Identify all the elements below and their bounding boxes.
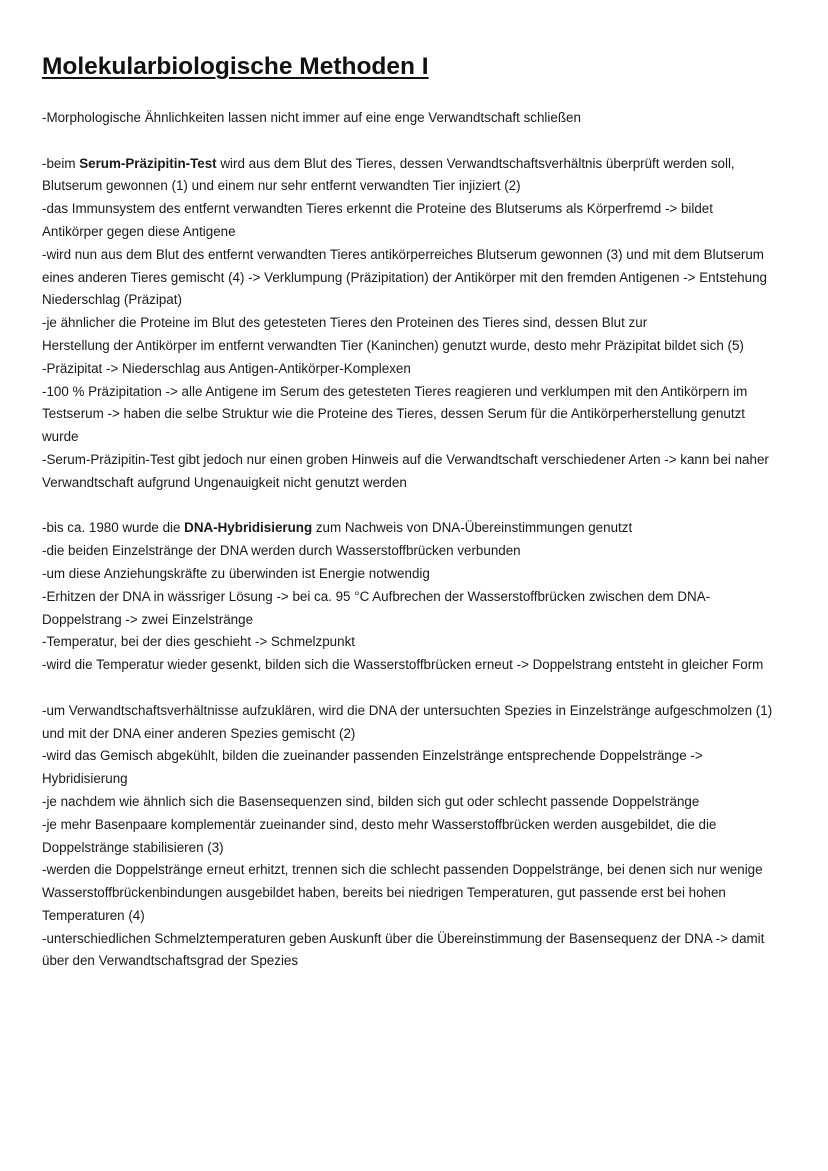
text-line: Verwandtschaft aufgrund Ungenauigkeit nicht genutzt werden (42, 474, 407, 490)
page-title: Molekularbiologische Methoden I (42, 53, 429, 80)
text-line: -Präzipitat -> Niederschlag aus Antigen-Antikörper-Komplexen (42, 360, 411, 376)
text-line: -Erhitzen der DNA in wässriger Lösung -> bei ca. 95 °C Aufbrechen der Wasserstoffbrücken zwischen dem DNA- (42, 588, 711, 604)
text-line: Blutserum gewonnen (1) und einem nur sehr entfernt verwandten Tier injiziert (2) (42, 178, 521, 194)
keyword-dna-hybridisierung: DNA-Hybridisierung (184, 520, 313, 536)
text-line: über den Verwandtschaftsgrad der Spezies (42, 953, 299, 969)
keyword-serum-praezipitin-test: Serum-Präzipitin-Test (79, 155, 217, 171)
paragraph-gap (42, 677, 800, 700)
text-line: -wird das Gemisch abgekühlt, bilden die zueinander passenden Einzelstränge entsprechende Doppelstränge -> (42, 748, 703, 764)
text-run: -beim (42, 155, 80, 171)
text-line (42, 153, 800, 176)
text-line: -100 % Präzipitation -> alle Antigene im Serum des getesteten Tieres reagieren und verklumpen mit den Antikörpern im (42, 383, 748, 399)
text-line: Testserum -> haben die selbe Struktur wie die Proteine des Tieres, dessen Serum für die Antikörperherstellung genutzt (42, 406, 746, 422)
text-line: -je ähnlicher die Proteine im Blut des getesteten Tieres den Proteinen des Tieres sind, dessen Blut zur (42, 315, 648, 331)
text-run: -bis ca. 1980 wurde die (42, 520, 185, 536)
text-line: -Morphologische Ähnlichkeiten lassen nicht immer auf eine enge Verwandtschaft schließen (42, 110, 581, 125)
text-line: Niederschlag (Präzipat) (42, 292, 182, 308)
text-line (42, 517, 800, 540)
paragraph-gap (42, 130, 800, 153)
text-line: Herstellung der Antikörper im entfernt verwandten Tier (Kaninchen) genutzt wurde, desto mehr Präzipitat bildet sich (5) (42, 337, 744, 353)
text-line: Doppelstrang -> zwei Einzelstränge (42, 611, 254, 627)
text-line: -die beiden Einzelstränge der DNA werden durch Wasserstoffbrücken verbunden (42, 543, 521, 559)
text-line: Hybridisierung (42, 771, 128, 787)
text-line: -das Immunsystem des entfernt verwandten Tieres erkennt die Proteine des Blutserums als Körperfremd -> bildet (42, 201, 713, 217)
text-line: und mit der DNA einer anderen Spezies gemischt (2) (42, 725, 356, 741)
text-line: -um diese Anziehungskräfte zu überwinden ist Energie notwendig (42, 565, 430, 581)
text-line: wurde (42, 429, 79, 445)
text-line: -wird nun aus dem Blut des entfernt verwandten Tieres antikörperreiches Blutserum gewonnen (3) und mit dem Blutserum (42, 246, 764, 262)
text-line: -unterschiedlichen Schmelztemperaturen geben Auskunft über die Übereinstimmung der Basensequenz der DNA -> damit (42, 930, 765, 946)
text-line: Antikörper gegen diese Antigene (42, 223, 236, 239)
text-line: Wasserstoffbrückenbindungen ausgebildet haben, bereits bei niedrigen Temperaturen, gut passende erst bei hohen (42, 885, 726, 901)
text-line: -wird die Temperatur wieder gesenkt, bilden sich die Wasserstoffbrücken erneut -> Doppelstrang entsteht in gleicher Form (42, 657, 764, 673)
text-line: -Serum-Präzipitin-Test gibt jedoch nur einen groben Hinweis auf die Verwandtschaft verschiedener Arten -> kann bei naher (42, 451, 769, 467)
text-line: -werden die Doppelstränge erneut erhitzt, trennen sich die schlecht passenden Doppelstränge, bei denen sich nur wenige (42, 862, 763, 878)
text-line: -je mehr Basenpaare komplementär zueinander sind, desto mehr Wasserstoffbrücken werden ausgebildet, die die (42, 816, 717, 832)
paragraph-gap (42, 495, 800, 518)
text-line: Doppelstränge stabilisieren (3) (42, 839, 224, 855)
text-run: zum Nachweis von DNA-Übereinstimmungen genutzt (312, 520, 633, 536)
document-body (42, 107, 800, 973)
text-run: wird aus dem Blut des Tieres, dessen Verwandtschaftsverhältnis überprüft werden soll, (216, 155, 735, 171)
text-line: -je nachdem wie ähnlich sich die Basensequenzen sind, bilden sich gut oder schlecht passende Doppelstränge (42, 793, 700, 809)
text-line: eines anderen Tieres gemischt (4) -> Verklumpung (Präzipitation) der Antikörper mit den fremden Antigenen -> Entstehung (42, 269, 767, 285)
text-line: -um Verwandtschaftsverhältnisse aufzuklären, wird die DNA der untersuchten Spezies in Einzelstränge aufgeschmolzen (1) (42, 702, 773, 718)
text-line: Temperaturen (4) (42, 907, 145, 923)
text-line: -Temperatur, bei der dies geschieht -> Schmelzpunkt (42, 634, 355, 650)
